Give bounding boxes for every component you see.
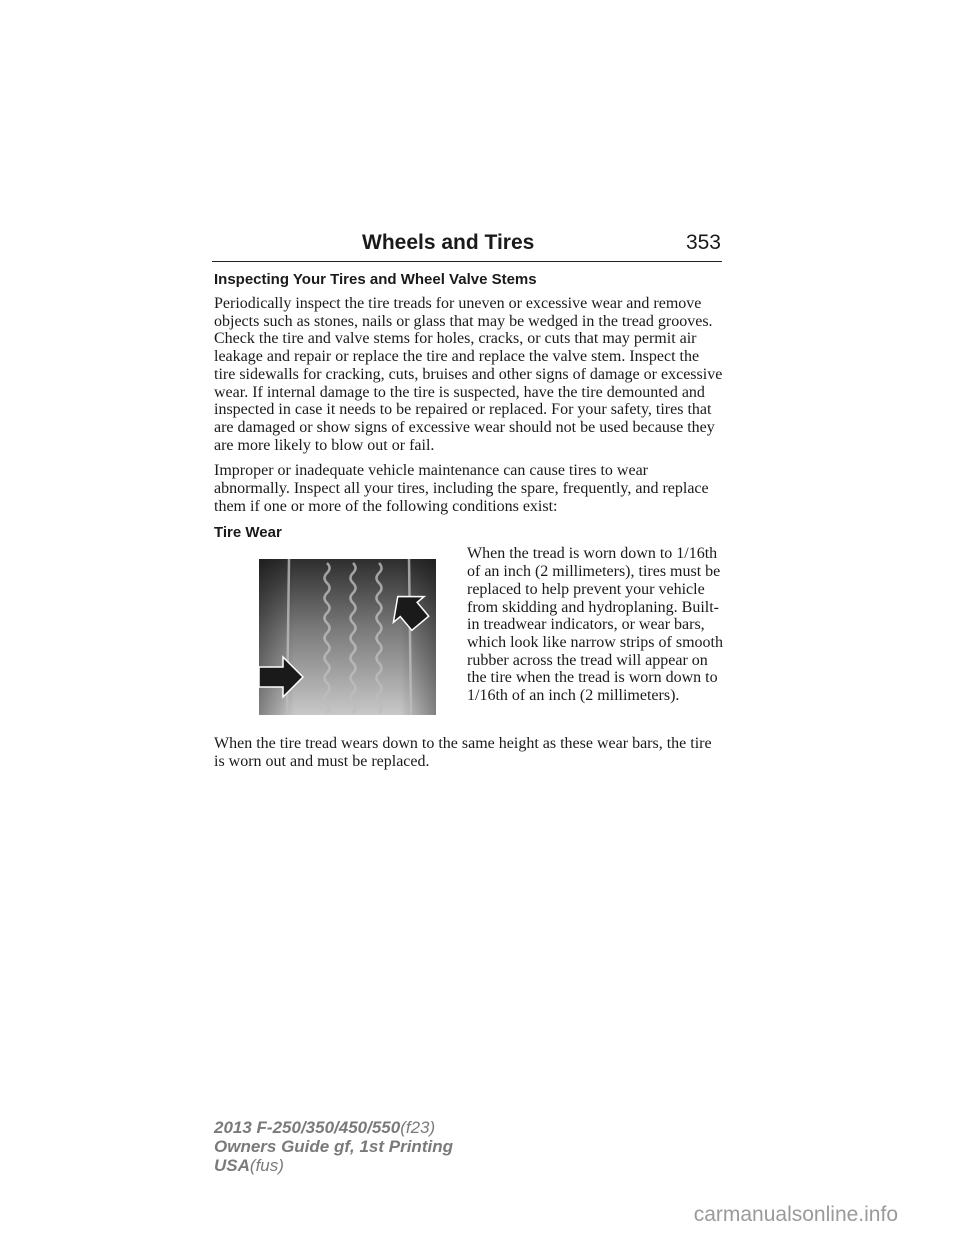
tire-tread-illustration <box>259 559 436 715</box>
tire-wear-figure-block <box>214 545 724 729</box>
paragraph-maintenance: Improper or inadequate vehicle maintenance can cause tires to wear abnormally. Inspect all your tires, including the spare, frequently, and replace them if one or more of the following conditions exist: <box>214 462 709 515</box>
footer-model-line <box>214 1118 453 1137</box>
document-footer <box>214 1118 453 1175</box>
footer-model-code: (f23) <box>400 1118 436 1137</box>
page-header <box>212 227 722 262</box>
footer-region-code: (fus) <box>249 1156 284 1175</box>
section-heading: Inspecting Your Tires and Wheel Valve Stems <box>214 271 537 288</box>
footer-model: 2013 F-250/350/450/550 <box>214 1118 401 1137</box>
tire-wear-heading: Tire Wear <box>214 524 282 542</box>
paragraph-wear-bars: When the tire tread wears down to the same height as these wear bars, the tire is worn out and must be replaced. <box>214 735 712 771</box>
main-content <box>214 270 724 779</box>
footer-guide-line <box>214 1137 453 1156</box>
paragraph-inspect: Periodically inspect the tire treads for uneven or excessive wear and remove objects such as stones, nails or glass that may be wedged in the tread grooves. Check the tire and valve stems for holes, cracks, or cuts that may permit air leakage and repair or replace the tire and replace the valve stem. Inspect the tire sidewalls for cracking, cuts, bruises and other signs of damage or excessive wear. If internal damage to the tire is suspected, have the tire demounted and inspected in case it needs to be repaired or replaced. For your safety, tires that are damaged or show signs of excessive wear should not be used because they are more likely to blow out or fail. <box>214 295 723 454</box>
page-title: Wheels and Tires <box>362 231 535 254</box>
footer-guide: Owners Guide gf, 1st Printing <box>214 1137 453 1156</box>
tread-wear-description: When the tread is worn down to 1/16th of an inch (2 millimeters), tires must be replaced to help prevent your vehicle from skidding and hydroplaning. Built-in treadwear indicators, or wear bars, which look like narrow strips of smooth rubber across the tread will appear on the tire when the tread is worn down to 1/16th of an inch (2 millimeters). <box>467 545 723 705</box>
footer-region: USA <box>214 1156 250 1175</box>
site-watermark: carmanualsonline.info <box>693 1203 898 1226</box>
footer-region-line <box>214 1156 453 1175</box>
page-number: 353 <box>685 231 721 254</box>
